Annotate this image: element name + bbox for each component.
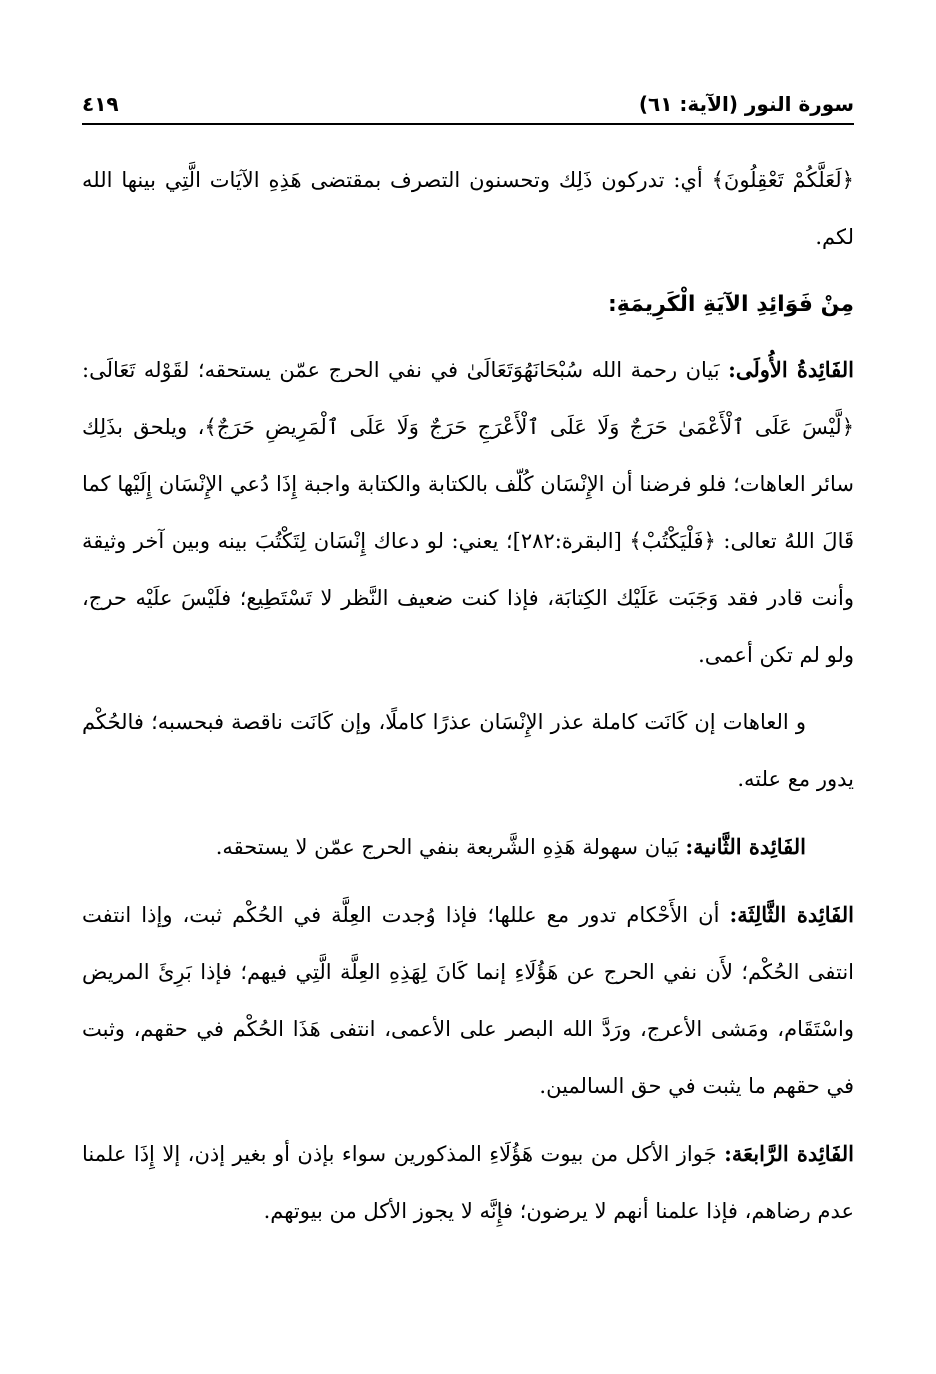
intro-paragraph xyxy=(82,152,854,266)
benefit-1-paragraph xyxy=(82,341,854,684)
page-header xyxy=(82,86,854,126)
benefit-3-text: أن الأَحْكام تدور مع عللها؛ فإذا وُجدت العِلَّة في الحُكْم ثبت، وإذا انتفت انتفى الحُكْم؛ لأَن نفي الحرج عن هَؤُلَاءِ إنما كَانَ لِهَذِهِ العِلَّة الَّتِي فيهم؛ فإذا بَرِئَ المريض واسْتَقَام، ومَشى الأعرج، ورَدَّ الله البصر على الأعمى، انتفى هَذَا الحُكْم في حقهم، وثبت في حقهم ما يثبت في حق السالمين. xyxy=(82,903,854,1098)
header-rule xyxy=(82,123,854,125)
section-heading: مِنْ فَوَائِدِ الآيَةِ الْكَرِيمَةِ: xyxy=(607,292,854,317)
benefit-3-paragraph xyxy=(82,886,854,1115)
benefit-3-label: الفَائِدة الثَّالِثَة: xyxy=(729,902,854,927)
benefit-4-label: الفَائِدة الرَّابعَة: xyxy=(724,1141,854,1166)
benefit-4-paragraph xyxy=(82,1125,854,1240)
benefit-4-text: جَواز الأكل من بيوت هَؤُلَاءِ المذكورين سواء بإذن أو بغير إذن، إلا إِذَا علمنا عدم رضاهم، فإذا علمنا أنهم لا يرضون؛ فإِنَّه لا يجوز الأكل من بيوتهم. xyxy=(82,1142,854,1223)
benefit-1-text: بَيان رحمة الله سُبْحَانَهُوَتَعَالَىٰ في نفي الحرج عمّن يستحقه؛ لقَوْله تَعَالَى: ﴿لَّيْسَ عَلَى ٱلْأَعْمَىٰ حَرَجٌ وَلَا عَلَى ٱلْأَعْرَجِ حَرَجٌ وَلَا عَلَى ٱلْمَرِيضِ حَرَجٌ﴾، ويلحق بذَلِك سائر العاهات؛ فلو فرضنا أن الإِنْسَان كُلّف بالكتابة والكتابة واجبة إِذَا دُعي الإِنْسَان إِلَيْها كما قَالَ اللهُ تعالى: ﴿فَلْيَكْتُبْ﴾ [البقرة:٢٨٢]؛ يعني: لو دعاك إِنْسَان لِتَكْتُبَ بينه وبين آخر وثيقة وأنت قادر فقد وَجَبَت عَلَيْك الكِتابَة، فإذا كنت ضعيف النَّظر لا تَسْتَطِيع؛ فلَيْسَ علَيْه حرج، ولو لم تكن أعمى. xyxy=(82,358,854,667)
benefit-1-continuation-text: و العاهات إن كَانَت كاملة عذر الإِنْسَان عذرًا كاملًا، وإن كَانَت ناقصة فبحسبه؛ فالحُكْم يدور مع علته. xyxy=(82,710,854,791)
benefit-1-continuation xyxy=(82,694,854,808)
running-title: سورة النور (الآية: ٦١) xyxy=(638,92,854,116)
benefit-1-label: الفَائِدةُ الأُولَى: xyxy=(728,357,854,382)
intro-text: ﴿لَعَلَّكُمْ تَعْقِلُونَ﴾ أي: تدركون ذَلِك وتحسنون التصرف بمقتضى هَذِهِ الآيَات الَّتِي بينها الله لكم. xyxy=(82,168,854,249)
benefit-2-text: بَيان سهولة هَذِهِ الشَّريعة بنفي الحرج عمّن لا يستحقه. xyxy=(215,835,686,859)
benefit-2-paragraph xyxy=(82,818,854,876)
page-body xyxy=(82,152,854,1250)
benefit-2-label: الفَائِدة الثَّانية: xyxy=(685,834,806,859)
page-number: ٤١٩ xyxy=(82,92,119,116)
